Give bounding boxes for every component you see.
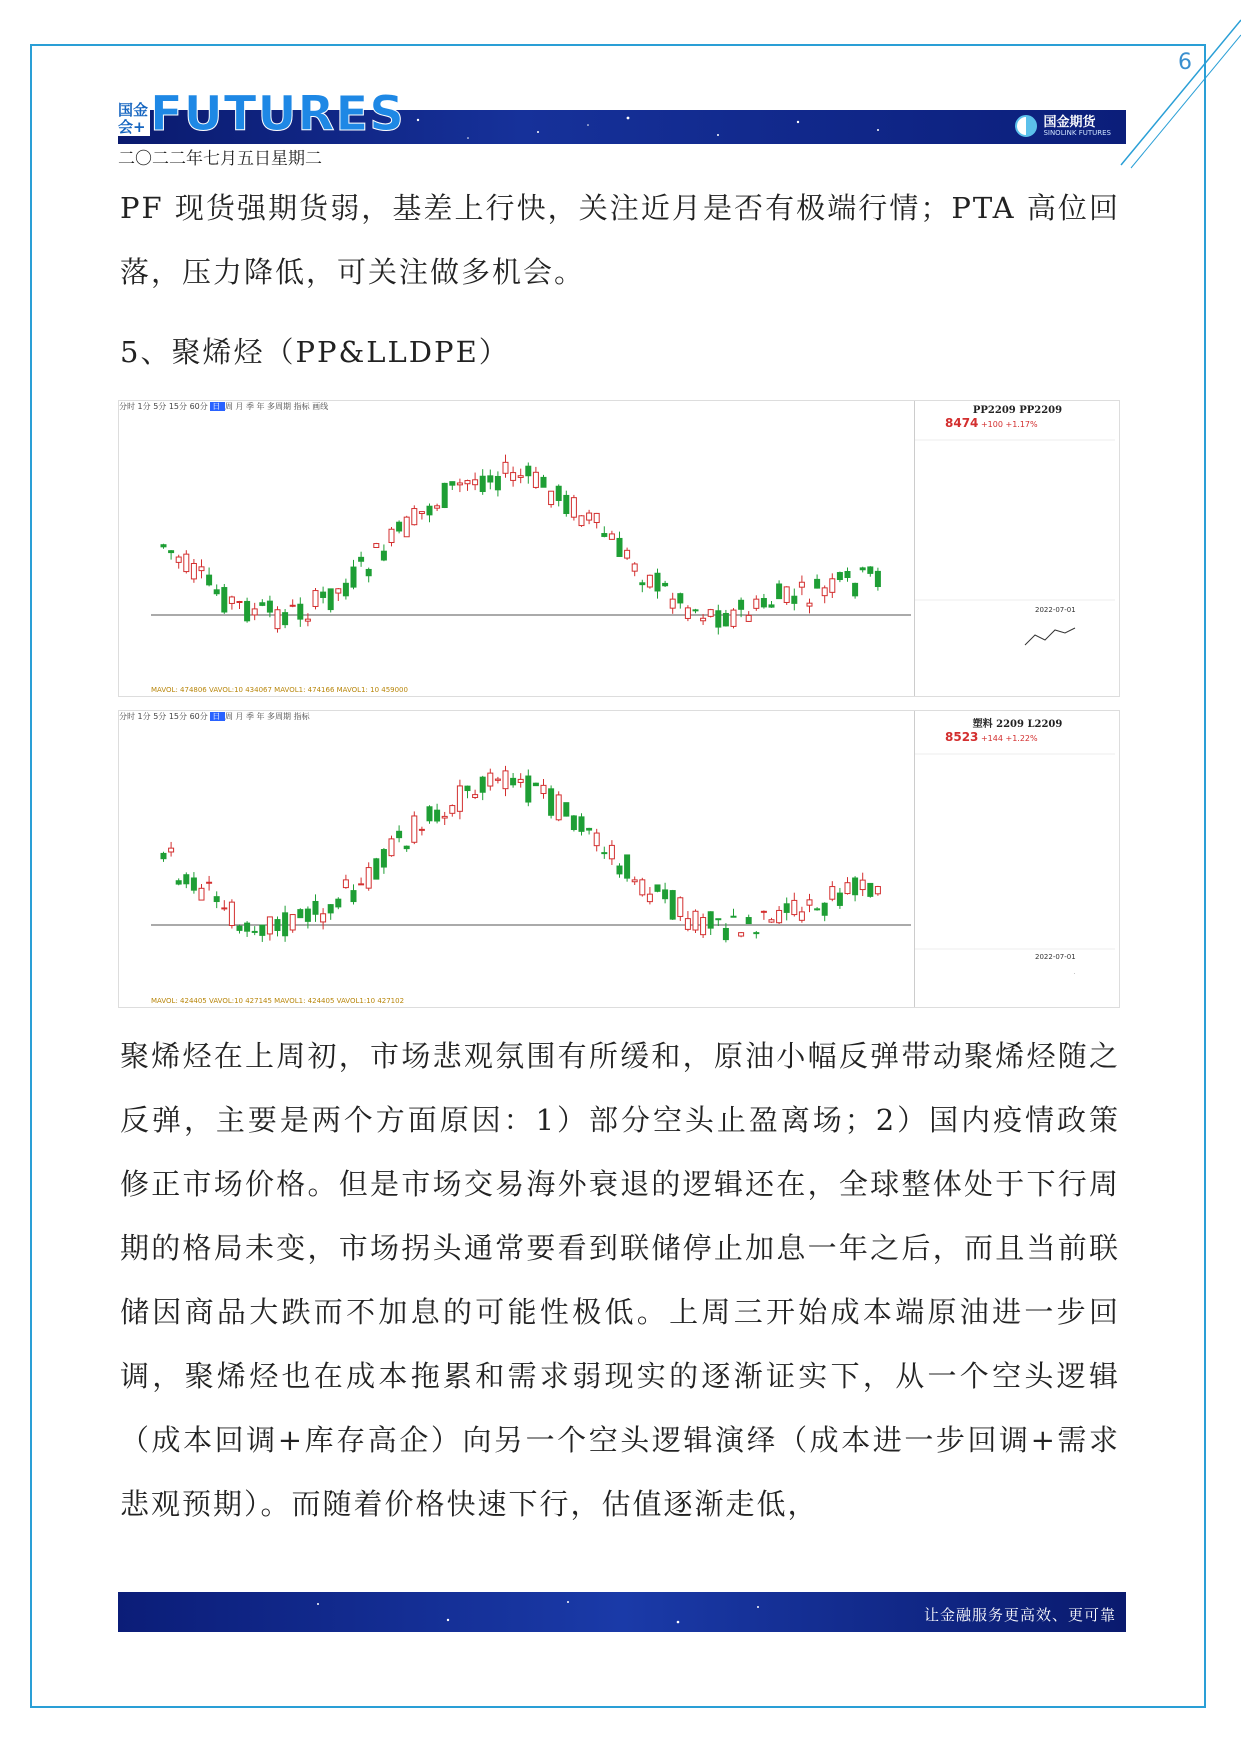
candle-body	[609, 534, 614, 539]
candle-body	[708, 912, 713, 928]
candle-body	[625, 855, 630, 878]
candle-body	[799, 912, 804, 920]
candle-body	[693, 610, 698, 611]
candle-body	[769, 605, 774, 607]
report-date: 二〇二二年七月五日星期二	[118, 149, 322, 169]
candle-body	[207, 882, 212, 883]
candle-body	[655, 573, 660, 591]
candle-body	[640, 880, 645, 895]
candle-body	[761, 599, 766, 607]
candle-body	[412, 816, 417, 842]
candle-body	[716, 611, 721, 627]
toolbar-item[interactable]: 分时	[119, 712, 138, 721]
candle-body	[252, 609, 257, 615]
candle-body	[875, 571, 880, 586]
candle-body	[830, 579, 835, 593]
candle-body	[564, 803, 569, 816]
candle-body	[328, 589, 333, 610]
candle-body	[594, 833, 599, 846]
toolbar-item[interactable]: 年	[256, 402, 268, 411]
candle-body	[389, 529, 394, 542]
footer-band	[118, 1592, 1126, 1632]
candle-body	[176, 881, 181, 884]
candle-body	[739, 933, 744, 936]
toolbar-item[interactable]: 1分	[137, 712, 154, 721]
toolbar-item[interactable]: 多周期	[267, 402, 294, 411]
candle-body	[868, 567, 873, 573]
toolbar-item[interactable]: 多周期	[267, 712, 294, 721]
quote-date: 2022-07-01	[1035, 953, 1076, 961]
candle-body	[784, 587, 789, 603]
candle-body	[374, 544, 379, 548]
toolbar-item[interactable]: 季	[245, 712, 257, 721]
brand-en: SINOLINK FUTURES	[1043, 128, 1111, 137]
candle-body	[169, 848, 174, 852]
candle-body	[792, 900, 797, 914]
ma-line: MAVOL: 424405 VAVOL:10 427145 MAVOL1: 424405 VAVOL1:10 427102	[151, 997, 405, 1005]
candle-body	[617, 538, 622, 556]
candle-body	[602, 534, 607, 537]
candle-body	[214, 590, 219, 594]
candle-body	[480, 476, 485, 491]
candle-body	[541, 477, 546, 487]
quote-price: 8523	[945, 730, 979, 744]
candle-body	[267, 601, 272, 612]
candle-body	[587, 513, 592, 520]
chart-toolbar	[119, 401, 909, 415]
toolbar-item[interactable]: 1分	[137, 402, 154, 411]
quote-title: 塑料 2209 L2209	[972, 719, 1063, 730]
quote-table	[915, 430, 1115, 660]
toolbar-item[interactable]: 月	[235, 402, 246, 411]
toolbar-item[interactable]: 日	[212, 402, 223, 411]
candle-body	[761, 911, 766, 912]
chart-left-info	[119, 415, 155, 696]
paragraph-1: PF 现货强期货弱，基差上行快，关注近月是否有极端行情；PTA 高位回落，压力降低，可关注做多机会。	[120, 191, 1120, 289]
candle-body	[290, 605, 295, 606]
candle-body	[571, 498, 576, 518]
toolbar-item[interactable]: 季	[245, 402, 257, 411]
candle-body	[313, 901, 318, 914]
candle-body	[457, 786, 462, 811]
candle-body	[488, 476, 493, 482]
candle-body	[290, 915, 295, 930]
candle-body	[450, 482, 455, 486]
logo-futures: FUTURES	[150, 86, 405, 142]
candle-body	[237, 926, 242, 930]
candle-body	[655, 885, 660, 891]
candle-body	[473, 795, 478, 798]
candle-body	[222, 588, 227, 612]
candle-body	[518, 779, 523, 782]
logo	[118, 86, 405, 142]
candle-body	[868, 883, 873, 896]
candle-body	[229, 597, 234, 603]
candle-body	[442, 816, 447, 818]
candle-body	[191, 878, 196, 890]
candle-body	[564, 495, 569, 513]
chart-l	[118, 710, 1120, 1008]
candle-body	[594, 513, 599, 522]
candle-body	[777, 584, 782, 599]
quote-panel	[914, 711, 1120, 1007]
candle-body	[465, 481, 470, 484]
candle-body	[381, 551, 386, 560]
candle-body	[837, 893, 842, 905]
candle-body	[784, 904, 789, 913]
quote-date: 2022-07-01	[1035, 606, 1076, 614]
candle-body	[374, 859, 379, 879]
candle-body	[343, 583, 348, 595]
candle-body	[792, 596, 797, 603]
candle-body	[473, 480, 478, 485]
toolbar-item[interactable]: 15分	[168, 712, 190, 721]
candle-body	[435, 810, 440, 821]
candle-body	[739, 600, 744, 609]
candlestick-plot	[151, 725, 911, 995]
candle-body	[571, 816, 576, 830]
candle-body	[404, 517, 409, 537]
candle-body	[777, 910, 782, 922]
logo-cn: 国金会+	[118, 101, 149, 136]
candle-body	[427, 506, 432, 515]
candle-body	[366, 868, 371, 889]
quote-change-pct: +1.17%	[1005, 420, 1038, 429]
quote-change: +100	[980, 420, 1003, 429]
candle-body	[419, 512, 424, 514]
candle-body	[488, 773, 493, 786]
candle-body	[381, 850, 386, 868]
candle-body	[579, 817, 584, 831]
candle-body	[161, 545, 166, 547]
candle-body	[609, 845, 614, 858]
candle-body	[207, 575, 212, 585]
candle-body	[313, 591, 318, 607]
candle-body	[465, 786, 470, 790]
candle-body	[389, 839, 394, 856]
candle-body	[822, 903, 827, 915]
toolbar-item[interactable]: 60分	[189, 712, 211, 721]
candle-body	[625, 550, 630, 558]
candle-body	[298, 910, 303, 918]
section-heading: 5、聚烯烃（PP&LLDPE）	[120, 335, 510, 369]
candle-body	[663, 583, 668, 585]
candle-body	[245, 923, 250, 931]
candle-body	[518, 476, 523, 478]
candle-body	[579, 516, 584, 526]
candle-body	[815, 579, 820, 588]
candle-body	[822, 588, 827, 596]
toolbar-item[interactable]: 分时	[119, 402, 138, 411]
candle-body	[708, 610, 713, 617]
candle-body	[412, 509, 417, 525]
candle-body	[853, 583, 858, 595]
candle-body	[617, 866, 622, 874]
candle-body	[351, 567, 356, 587]
brand	[1015, 115, 1111, 137]
candle-body	[746, 918, 751, 924]
candle-body	[427, 807, 432, 821]
candle-body	[397, 831, 402, 837]
candle-body	[723, 613, 728, 625]
candle-body	[837, 573, 842, 580]
candle-body	[161, 853, 166, 858]
candle-body	[336, 589, 341, 593]
candle-body	[799, 582, 804, 587]
candle-body	[685, 608, 690, 619]
candle-body	[495, 476, 500, 489]
candle-body	[260, 603, 265, 606]
candle-body	[229, 902, 234, 925]
candle-body	[860, 880, 865, 889]
toolbar-item[interactable]: 5分	[153, 402, 169, 411]
candle-body	[184, 875, 189, 884]
candle-body	[191, 563, 196, 578]
candle-body	[495, 779, 500, 780]
candle-body	[875, 887, 880, 894]
candle-body	[305, 909, 310, 921]
candle-body	[746, 615, 751, 621]
candle-body	[556, 795, 561, 820]
candle-body	[260, 925, 265, 935]
candle-body	[845, 883, 850, 894]
candle-body	[845, 572, 850, 578]
candle-body	[419, 829, 424, 830]
candle-body	[336, 899, 341, 907]
candle-body	[275, 920, 280, 931]
footer-slogan: 让金融服务更高效、更可靠	[923, 1606, 1116, 1624]
candle-body	[632, 880, 637, 882]
candle-body	[359, 557, 364, 561]
candle-body	[685, 919, 690, 930]
candle-body	[663, 890, 668, 899]
candle-body	[647, 894, 652, 901]
candle-body	[556, 486, 561, 500]
candle-body	[435, 506, 440, 508]
toolbar-item[interactable]: 15分	[168, 402, 190, 411]
candle-body	[860, 568, 865, 570]
candle-body	[283, 913, 288, 936]
candle-body	[267, 917, 272, 934]
candle-body	[237, 602, 242, 603]
chart-pp	[118, 400, 1120, 697]
candle-body	[526, 776, 531, 802]
candle-body	[321, 592, 326, 597]
candle-body	[731, 610, 736, 626]
candle-body	[670, 891, 675, 920]
candle-body	[176, 557, 181, 562]
candle-body	[442, 483, 447, 507]
candle-body	[647, 575, 652, 587]
candle-body	[754, 599, 759, 608]
candle-body	[640, 583, 645, 585]
ma-line: MAVOL: 474806 VAVOL:10 434067 MAVOL1: 474166 MAVOL1: 10 459000	[151, 686, 408, 694]
candle-body	[397, 522, 402, 531]
toolbar-item[interactable]: 周	[224, 402, 236, 411]
candle-body	[769, 920, 774, 922]
toolbar-item[interactable]: 周	[224, 712, 236, 721]
chart-toolbar	[119, 711, 909, 725]
candle-body	[511, 778, 516, 784]
candle-body	[701, 918, 706, 935]
candle-body	[351, 891, 356, 902]
quote-panel	[914, 401, 1120, 696]
toolbar-item[interactable]: 指标	[293, 712, 310, 721]
candle-body	[199, 888, 204, 900]
candle-body	[587, 828, 592, 830]
candle-body	[511, 473, 516, 481]
candle-body	[305, 619, 310, 621]
toolbar-item[interactable]: 年	[256, 712, 268, 721]
candle-body	[366, 569, 371, 575]
candle-body	[716, 919, 721, 920]
candle-body	[480, 777, 485, 792]
candle-body	[731, 916, 736, 917]
candle-body	[343, 880, 348, 888]
candle-body	[754, 933, 759, 934]
candle-body	[503, 771, 508, 789]
toolbar-item[interactable]: 60分	[189, 402, 211, 411]
candle-body	[245, 601, 250, 620]
candle-body	[222, 908, 227, 909]
candle-body	[283, 613, 288, 625]
candle-body	[359, 884, 364, 885]
toolbar-item[interactable]: 日	[212, 712, 223, 721]
candle-body	[503, 462, 508, 473]
candle-body	[169, 551, 174, 553]
quote-change-pct: +1.22%	[1005, 734, 1038, 743]
quote-price: 8474	[945, 416, 979, 430]
candle-body	[670, 599, 675, 608]
candle-body	[549, 491, 554, 504]
candle-body	[252, 931, 257, 932]
candle-body	[807, 900, 812, 905]
chart-left-info	[119, 725, 155, 1007]
brand-icon	[1015, 115, 1037, 137]
candle-body	[632, 564, 637, 571]
candle-body	[815, 909, 820, 910]
candle-body	[701, 618, 706, 620]
candle-body	[328, 905, 333, 913]
candle-body	[298, 604, 303, 619]
candle-body	[321, 914, 326, 922]
candle-body	[533, 783, 538, 785]
candle-body	[853, 878, 858, 895]
brand-cn: 国金期货	[1043, 114, 1096, 130]
candle-body	[678, 594, 683, 603]
quote-title: PP2209 PP2209	[972, 405, 1063, 416]
candle-body	[693, 911, 698, 930]
toolbar-item[interactable]: 画线	[312, 402, 329, 411]
page-number: 6	[1178, 50, 1192, 75]
candle-body	[830, 887, 835, 900]
candle-body	[450, 806, 455, 814]
quote-table	[915, 744, 1115, 974]
quote-change: +144	[980, 734, 1003, 743]
corner-decoration	[1101, 0, 1241, 200]
toolbar-item[interactable]: 5分	[153, 712, 169, 721]
candle-body	[199, 567, 204, 571]
toolbar-item[interactable]: 月	[235, 712, 246, 721]
candle-body	[526, 466, 531, 476]
candle-body	[184, 554, 189, 571]
candle-body	[457, 483, 462, 485]
candlestick-plot	[151, 415, 911, 685]
candle-body	[533, 472, 538, 487]
candle-body	[602, 853, 607, 854]
toolbar-item[interactable]: 指标	[293, 402, 313, 411]
candle-body	[549, 789, 554, 815]
candle-body	[275, 610, 280, 629]
candle-body	[678, 898, 683, 917]
candle-body	[404, 846, 409, 848]
candle-body	[807, 603, 812, 606]
candle-body	[723, 928, 728, 939]
candle-body	[214, 897, 219, 902]
paragraph-2: 聚烯烃在上周初，市场悲观氛围有所缓和，原油小幅反弹带动聚烯烃随之反弹，主要是两个方面原因：1）部分空头止盈离场；2）国内疫情政策修正市场价格。但是市场交易海外衰退的逻辑还在，全球整体处于下行周期的格局未变，市场拐头通常要看到联储停止加息一年之后，而且当前联储因商品大跌而不加息的可能性极低。上周三开始成本端原油进一步回调，聚烯烃也在成本拖累和需求弱现实的逐渐证实下，从一个空头逻辑（成本回调+库存高企）向另一个空头逻辑演绎（成本进一步回调+需求悲观预期）。而随着价格快速下行，估值逐渐走低，	[120, 1039, 1120, 1521]
candle-body	[541, 785, 546, 793]
